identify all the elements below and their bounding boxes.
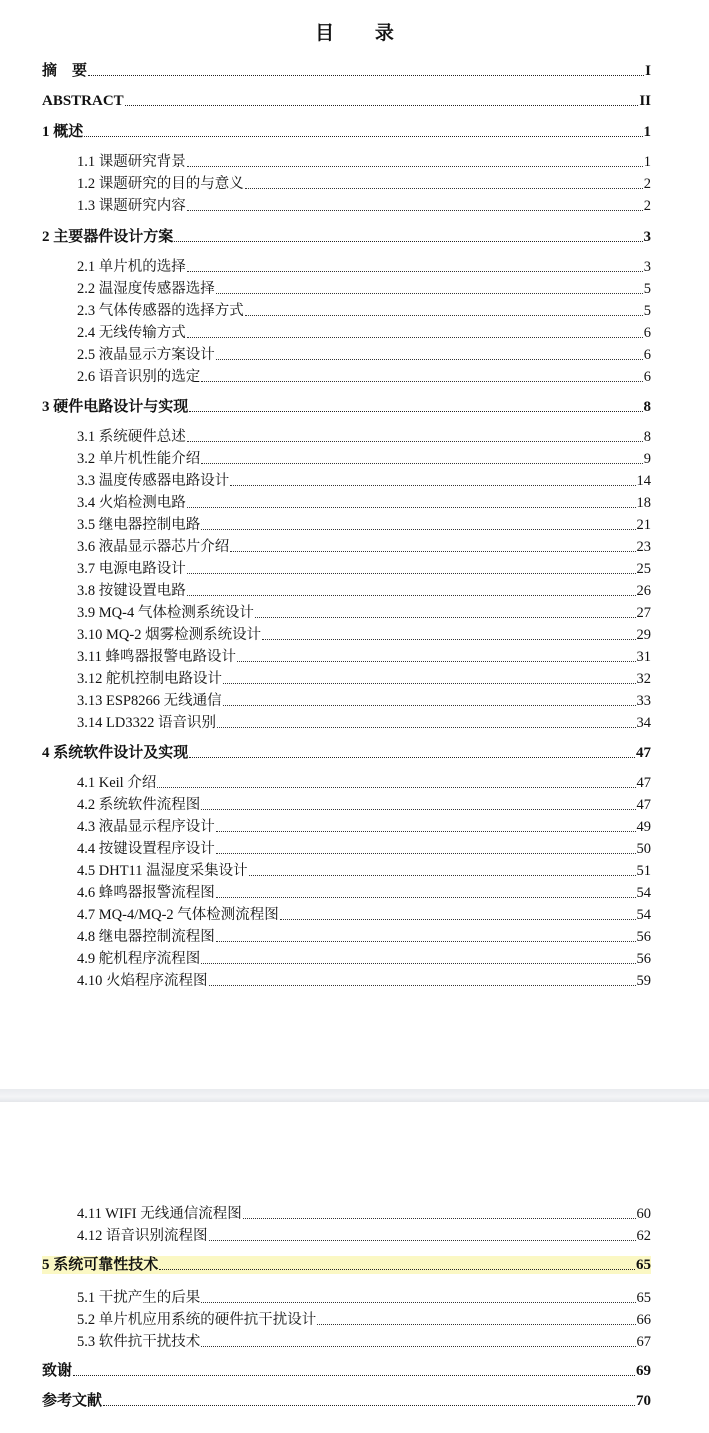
toc-leader-dots (317, 1324, 635, 1325)
toc-entry-label: 5 系统可靠性技术 (42, 1257, 159, 1273)
toc-leader-dots (187, 441, 643, 442)
toc-leader-dots (201, 381, 643, 382)
toc-entry[interactable] (42, 92, 651, 110)
toc-leader-dots (223, 683, 636, 684)
toc-entry-label: 2.2 温湿度传感器选择 (77, 281, 215, 297)
toc-leader-dots (216, 941, 636, 942)
toc-leader-dots (187, 507, 636, 508)
toc-entry-page-number: 1 (643, 154, 651, 170)
toc-entry[interactable] (77, 928, 651, 946)
page-separator (0, 1089, 709, 1102)
toc-entry-label: 2.5 液晶显示方案设计 (77, 347, 215, 363)
toc-entry[interactable] (77, 604, 651, 622)
toc-entry-page-number: 2 (643, 176, 651, 192)
toc-entry-label: 3.14 LD3322 语音识别 (77, 715, 216, 731)
toc-entry[interactable] (42, 744, 651, 762)
toc-entry-page-number: 18 (636, 495, 651, 511)
toc-entry[interactable] (77, 884, 651, 902)
toc-entry[interactable] (77, 175, 651, 193)
toc-entry[interactable] (77, 153, 651, 171)
toc-leader-dots (209, 1240, 636, 1241)
toc-leader-dots (189, 757, 635, 758)
toc-entry[interactable] (77, 906, 651, 924)
toc-leader-dots (216, 831, 636, 832)
toc-entry[interactable] (77, 626, 651, 644)
toc-entry[interactable] (77, 840, 651, 858)
toc-entry[interactable] (77, 1333, 651, 1351)
toc-leader-dots (159, 1269, 635, 1270)
toc-entry[interactable] (77, 796, 651, 814)
toc-entry[interactable] (77, 346, 651, 364)
toc-leader-dots (187, 337, 643, 338)
toc-entry[interactable] (77, 692, 651, 710)
toc-leader-dots (157, 787, 635, 788)
toc-entry[interactable] (77, 368, 651, 386)
toc-entry-page-number: II (639, 93, 651, 109)
toc-entry-page-number: 50 (636, 841, 651, 857)
toc-entry[interactable] (77, 714, 651, 732)
toc-entry-label: 3.4 火焰检测电路 (77, 495, 186, 511)
toc-entry-page-number: 56 (636, 951, 651, 967)
toc-entry-page-number: 6 (643, 347, 651, 363)
toc-entry-page-number: 5 (643, 281, 651, 297)
toc-entry-label: 3.9 MQ-4 气体检测系统设计 (77, 605, 254, 621)
toc-entry-page-number: 51 (636, 863, 651, 879)
toc-entry-page-number: 49 (636, 819, 651, 835)
toc-entry-page-number: 14 (636, 473, 651, 489)
toc-entry-page-number: 21 (636, 517, 651, 533)
toc-entry[interactable] (42, 1392, 651, 1410)
toc-leader-dots (187, 595, 636, 596)
toc-entry[interactable] (42, 62, 651, 80)
toc-entry-label: 摘 要 (42, 63, 88, 79)
toc-entry[interactable] (42, 398, 651, 416)
toc-leader-dots (216, 359, 643, 360)
toc-entry-label: 2 主要器件设计方案 (42, 229, 174, 245)
toc-leader-dots (249, 875, 636, 876)
toc-entry-page-number: 47 (636, 797, 651, 813)
toc-entry-label: 3.6 液晶显示器芯片介绍 (77, 539, 230, 555)
toc-entry[interactable] (77, 324, 651, 342)
toc-entry-label: 4.6 蜂鸣器报警流程图 (77, 885, 215, 901)
toc-entry-page-number: 33 (636, 693, 651, 709)
toc-leader-dots (187, 166, 643, 167)
toc-entry[interactable] (77, 472, 651, 490)
toc-leader-dots (280, 919, 636, 920)
toc-entry[interactable] (77, 1205, 651, 1223)
toc-entry-label: 4.8 继电器控制流程图 (77, 929, 215, 945)
toc-entry[interactable] (42, 1256, 651, 1274)
toc-leader-dots (245, 188, 643, 189)
toc-leader-dots (84, 136, 642, 137)
toc-entry-page-number: 65 (636, 1257, 651, 1273)
toc-entry-label: 5.1 干扰产生的后果 (77, 1290, 201, 1306)
toc-leader-dots (73, 1375, 635, 1376)
toc-entry-label: 2.6 语音识别的选定 (77, 369, 201, 385)
toc-entry-page-number: I (645, 63, 651, 79)
toc-entry-label: 2.3 气体传感器的选择方式 (77, 303, 244, 319)
toc-entry-page-number: 69 (636, 1363, 651, 1379)
toc-entry-page-number: 32 (636, 671, 651, 687)
toc-entry[interactable] (77, 538, 651, 556)
toc-entry-label: 4.4 按键设置程序设计 (77, 841, 215, 857)
toc-entry-label: 致谢 (42, 1363, 73, 1379)
toc-entry-label: 2.1 单片机的选择 (77, 259, 186, 275)
toc-entry-label: 4.11 WIFI 无线通信流程图 (77, 1206, 242, 1222)
toc-leader-dots (201, 1302, 635, 1303)
toc-entry-page-number: 8 (643, 399, 651, 415)
toc-entry-label: 4 系统软件设计及实现 (42, 745, 189, 761)
toc-entry[interactable] (77, 494, 651, 512)
toc-entry-page-number: 8 (643, 429, 651, 445)
toc-entry-page-number: 3 (643, 259, 651, 275)
toc-entry[interactable] (77, 950, 651, 968)
toc-entry[interactable] (77, 1227, 651, 1245)
toc-leader-dots (230, 485, 635, 486)
toc-entry-page-number: 5 (643, 303, 651, 319)
toc-title: 目 录 (315, 23, 412, 44)
toc-entry-page-number: 47 (636, 775, 651, 791)
toc-entry[interactable] (42, 123, 651, 141)
toc-entry[interactable] (77, 302, 651, 320)
toc-entry-label: 1.1 课题研究背景 (77, 154, 186, 170)
toc-entry-page-number: 26 (636, 583, 651, 599)
toc-entry[interactable] (77, 670, 651, 688)
toc-entry[interactable] (77, 280, 651, 298)
toc-entry-label: 4.12 语音识别流程图 (77, 1228, 208, 1244)
toc-leader-dots (174, 241, 642, 242)
toc-entry-label: 4.1 Keil 介绍 (77, 775, 157, 791)
toc-entry[interactable] (42, 228, 651, 246)
toc-leader-dots (189, 411, 642, 412)
toc-entry-label: 4.3 液晶显示程序设计 (77, 819, 215, 835)
toc-entry-label: ABSTRACT (42, 93, 124, 109)
toc-entry-label: 1.2 课题研究的目的与意义 (77, 176, 244, 192)
toc-entry-page-number: 62 (636, 1228, 651, 1244)
toc-leader-dots (88, 75, 644, 76)
toc-leader-dots (243, 1218, 636, 1219)
toc-entry-label: 4.5 DHT11 温湿度采集设计 (77, 863, 248, 879)
toc-leader-dots (201, 463, 643, 464)
toc-leader-dots (230, 551, 635, 552)
toc-entry-label: 3.13 ESP8266 无线通信 (77, 693, 222, 709)
toc-leader-dots (245, 315, 643, 316)
toc-entry-page-number: 66 (636, 1312, 651, 1328)
toc-entry-page-number: 54 (636, 907, 651, 923)
toc-leader-dots (125, 105, 639, 106)
toc-entry-page-number: 6 (643, 325, 651, 341)
toc-leader-dots (217, 727, 636, 728)
toc-entry-page-number: 2 (643, 198, 651, 214)
toc-entry-label: 4.10 火焰程序流程图 (77, 973, 208, 989)
toc-entry-page-number: 60 (636, 1206, 651, 1222)
toc-entry[interactable] (77, 774, 651, 792)
toc-entry-label: 3.10 MQ-2 烟雾检测系统设计 (77, 627, 262, 643)
toc-leader-dots (103, 1405, 635, 1406)
toc-entry-label: 5.3 软件抗干扰技术 (77, 1334, 201, 1350)
toc-entry[interactable] (77, 560, 651, 578)
toc-leader-dots (255, 617, 636, 618)
toc-entry-page-number: 59 (636, 973, 651, 989)
toc-leader-dots (201, 1346, 635, 1347)
toc-entry[interactable] (77, 450, 651, 468)
toc-entry-label: 3.12 舵机控制电路设计 (77, 671, 222, 687)
toc-entry-page-number: 54 (636, 885, 651, 901)
toc-entry[interactable] (77, 818, 651, 836)
toc-entry[interactable] (42, 1362, 651, 1380)
toc-entry-page-number: 47 (636, 745, 651, 761)
toc-entry-page-number: 70 (636, 1393, 651, 1409)
toc-leader-dots (201, 809, 635, 810)
toc-entry[interactable] (77, 648, 651, 666)
toc-entry-label: 4.2 系统软件流程图 (77, 797, 201, 813)
toc-leader-dots (237, 661, 636, 662)
toc-leader-dots (187, 210, 643, 211)
toc-entry[interactable] (77, 862, 651, 880)
toc-leader-dots (216, 853, 636, 854)
toc-entry[interactable] (77, 1289, 651, 1307)
toc-leader-dots (216, 897, 636, 898)
toc-entry-label: 3.7 电源电路设计 (77, 561, 186, 577)
toc-entry-page-number: 31 (636, 649, 651, 665)
toc-entry-label: 3.5 继电器控制电路 (77, 517, 201, 533)
toc-entry[interactable] (77, 972, 651, 990)
toc-entry-page-number: 9 (643, 451, 651, 467)
toc-entry-label: 1.3 课题研究内容 (77, 198, 186, 214)
toc-entry[interactable] (77, 1311, 651, 1329)
toc-entry-label: 3.8 按键设置电路 (77, 583, 186, 599)
toc-entry-label: 1 概述 (42, 124, 84, 140)
toc-entry[interactable] (77, 197, 651, 215)
toc-leader-dots (187, 573, 636, 574)
toc-entry-label: 5.2 单片机应用系统的硬件抗干扰设计 (77, 1312, 317, 1328)
toc-entry-page-number: 3 (643, 229, 651, 245)
toc-entry-label: 3.11 蜂鸣器报警电路设计 (77, 649, 236, 665)
toc-entry-page-number: 34 (636, 715, 651, 731)
toc-leader-dots (187, 271, 643, 272)
toc-entry-page-number: 29 (636, 627, 651, 643)
toc-entry-page-number: 23 (636, 539, 651, 555)
toc-leader-dots (201, 529, 635, 530)
toc-leader-dots (209, 985, 636, 986)
toc-leader-dots (216, 293, 643, 294)
toc-entry-label: 2.4 无线传输方式 (77, 325, 186, 341)
toc-entry-label: 3.1 系统硬件总述 (77, 429, 186, 445)
toc-entry-label: 3 硬件电路设计与实现 (42, 399, 189, 415)
toc-entry-label: 3.3 温度传感器电路设计 (77, 473, 230, 489)
toc-entry-label: 4.7 MQ-4/MQ-2 气体检测流程图 (77, 907, 279, 923)
toc-entry-page-number: 65 (636, 1290, 651, 1306)
toc-leader-dots (262, 639, 635, 640)
toc-entry-page-number: 27 (636, 605, 651, 621)
toc-entry[interactable] (77, 582, 651, 600)
toc-entry[interactable] (77, 428, 651, 446)
toc-entry-page-number: 1 (643, 124, 651, 140)
toc-entry-page-number: 67 (636, 1334, 651, 1350)
toc-entry-label: 3.2 单片机性能介绍 (77, 451, 201, 467)
toc-entry[interactable] (77, 258, 651, 276)
toc-leader-dots (223, 705, 636, 706)
toc-entry-page-number: 6 (643, 369, 651, 385)
toc-leader-dots (201, 963, 635, 964)
toc-entry-page-number: 56 (636, 929, 651, 945)
toc-entry-label: 4.9 舵机程序流程图 (77, 951, 201, 967)
toc-entry[interactable] (77, 516, 651, 534)
toc-entry-label: 参考文献 (42, 1393, 103, 1409)
document-page-2 (0, 1102, 709, 1433)
toc-entry-page-number: 25 (636, 561, 651, 577)
